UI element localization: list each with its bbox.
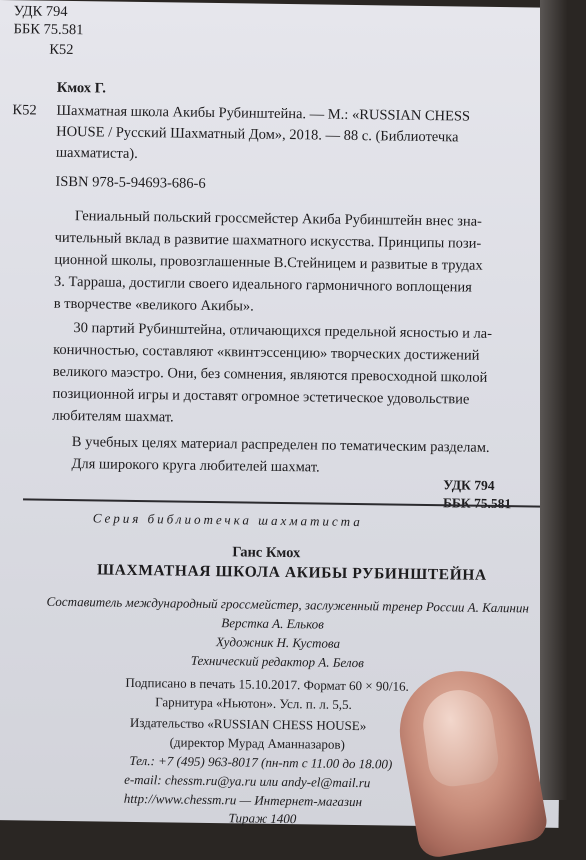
- website: http://www.chessm.ru — Интернет-магазин: [123, 790, 363, 810]
- annotation-p1-l2: чительный вклад в развитие шахматного искусства. Принципы пози-: [54, 229, 482, 252]
- imprint-title: ШАХМАТНАЯ ШКОЛА АКИБЫ РУБИНШТЕЙНА: [96, 561, 487, 584]
- publisher: Издательство «RUSSIAN CHESS HOUSE»: [129, 714, 367, 734]
- annotation-p2-l1: 30 партий Рубинштейна, отличающихся предельной ясностью и ла-: [73, 320, 493, 342]
- annotation-p1-l1: Гениальный польский гроссмейстер Акиба Рубинштейн внес зна-: [74, 208, 483, 230]
- email: e-mail: chessm.ru@ya.ru или andy-el@mail.ru: [124, 771, 371, 791]
- footer-bbk: ББК 75.581: [442, 495, 512, 512]
- annotation-p2-l2: коничностью, составляют «квинтэссенцию» творческих достижений: [53, 341, 480, 364]
- tech-editor-credit: Технический редактор А. Белов: [190, 652, 364, 671]
- bib-line-2: HOUSE / Русский Шахматный Дом», 2018. — 88 с. (Библиотечка: [56, 123, 459, 146]
- compiler: Составитель международный гроссмейстер, заслуженный тренер России А. Калинин: [46, 593, 529, 616]
- bib-line-3: шахматиста).: [55, 144, 138, 162]
- annotation-p1-l5: в творчестве «великого Акибы».: [53, 295, 254, 315]
- annotation-p2-l5: любителям шахмат.: [52, 407, 174, 426]
- layout-credit: Верстка А. Ельков: [221, 615, 325, 632]
- series-line: Серия библиотечка шахматиста: [92, 510, 363, 530]
- annotation-p2-l3: великого маэстро. Они, без сомнения, являются превосходной школой: [52, 363, 488, 386]
- isbn: ISBN 978-5-94693-686-6: [55, 173, 206, 192]
- udk-code: УДК 794: [13, 3, 68, 20]
- bbk-code: ББК 75.581: [13, 21, 84, 39]
- footer-udk: УДК 794: [443, 477, 495, 493]
- phone: Тел.: +7 (495) 963-8017 (пн-пт с 11.00 до 18.00): [129, 752, 393, 772]
- page-edge-shadow: [540, 0, 586, 800]
- annotation-p2-l4: позиционной игры и доставят огромное эстетическое удовольствие: [52, 385, 470, 408]
- signed-to-print: Подписано в печать 15.10.2017. Формат 60 × 90/16.: [125, 674, 409, 694]
- artist-credit: Художник Н. Кустова: [215, 634, 341, 651]
- bib-line-1: Шахматная школа Акибы Рубинштейна. — М.: «RUSSIAN CHESS: [56, 102, 471, 125]
- typeface-info: Гарнитура «Ньютон». Усл. п. л. 5,5.: [155, 694, 352, 712]
- bib-code: К52: [12, 102, 37, 119]
- annotation-p3-l2: Для широкого круга любителей шахмат.: [71, 456, 320, 476]
- print-run: Тираж 1400: [228, 810, 297, 827]
- author-sign: К52: [49, 41, 74, 59]
- imprint-author: Ганс Кмох: [232, 544, 301, 562]
- director: (директор Мурад Аманназаров): [169, 734, 346, 752]
- bib-author: Кмох Г.: [56, 79, 107, 97]
- annotation-p3-l1: В учебных целях материал распределен по тематическим разделам.: [71, 434, 490, 456]
- annotation-p1-l4: З. Тарраша, достигли своего идеального гармоничного воплощения: [53, 273, 473, 296]
- annotation-p1-l3: ционной школы, провозглашенные В.Стейницем и развитые в трудах: [54, 251, 483, 274]
